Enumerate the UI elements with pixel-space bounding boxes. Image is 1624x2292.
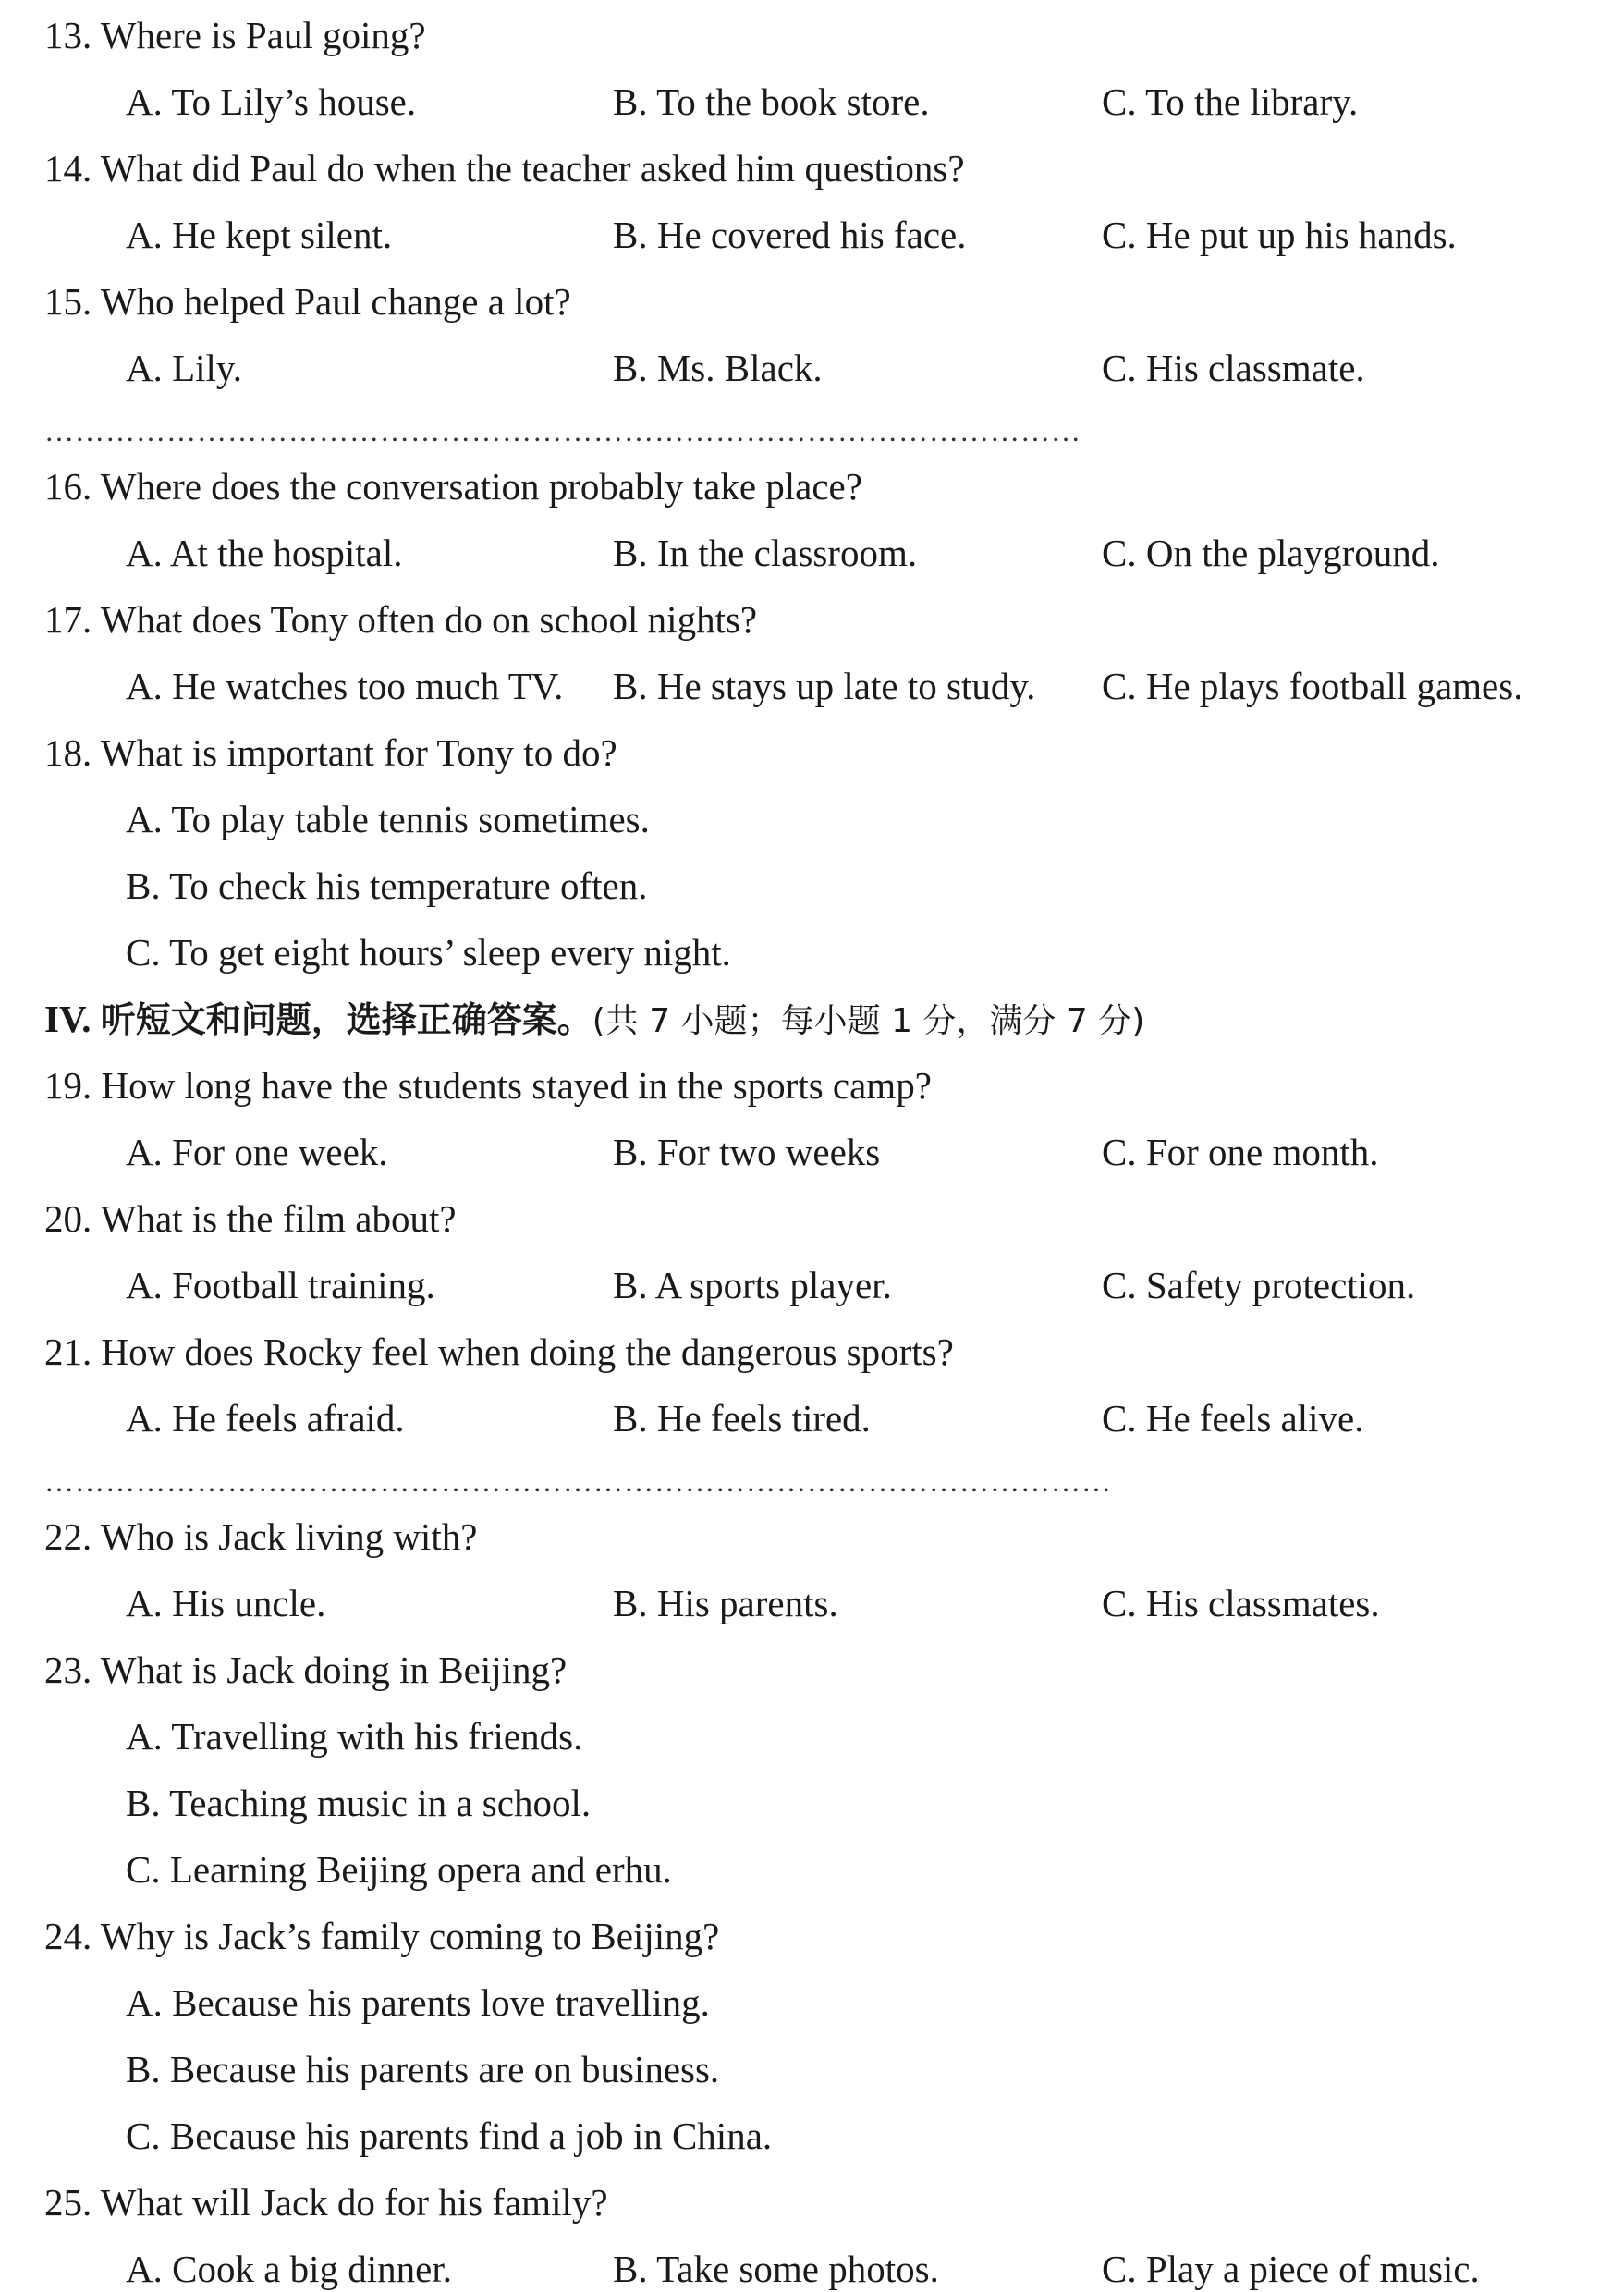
- q25-option-b: B. Take some photos.: [613, 2248, 939, 2290]
- question-13: 13. Where is Paul going?: [44, 14, 426, 56]
- q13-option-b: B. To the book store.: [613, 80, 930, 123]
- question-23: 23. What is Jack doing in Beijing?: [44, 1649, 568, 1691]
- question-16: 16. Where does the conversation probably take place?: [44, 465, 862, 508]
- q24-option-c: C. Because his parents find a job in China.: [126, 2114, 773, 2157]
- q24-option-b: B. Because his parents are on business.: [126, 2048, 720, 2090]
- q19-option-b: B. For two weeks: [613, 1131, 881, 1173]
- q16-option-c: C. On the playground.: [1102, 532, 1440, 574]
- q23-option-c: C. Learning Beijing opera and erhu.: [126, 1848, 672, 1891]
- q16-option-a: A. At the hospital.: [126, 532, 403, 574]
- q20-option-c: C. Safety protection.: [1102, 1264, 1416, 1306]
- q19-option-c: C. For one month.: [1102, 1131, 1379, 1173]
- question-20: 20. What is the film about?: [44, 1197, 457, 1240]
- q13-option-c: C. To the library.: [1102, 80, 1359, 123]
- section-number: IV.: [44, 998, 92, 1040]
- question-22: 22. Who is Jack living with?: [44, 1515, 478, 1558]
- q22-option-b: B. His parents.: [613, 1582, 838, 1624]
- q23-option-b: B. Teaching music in a school.: [126, 1782, 592, 1824]
- q15-option-a: A. Lily.: [126, 347, 243, 389]
- q16-option-b: B. In the classroom.: [613, 532, 918, 574]
- q18-option-a: A. To play table tennis sometimes.: [126, 798, 650, 840]
- question-25: 25. What will Jack do for his family?: [44, 2181, 608, 2224]
- q17-option-b: B. He stays up late to study.: [613, 665, 1036, 707]
- q23-option-a: A. Travelling with his friends.: [126, 1715, 583, 1758]
- question-24: 24. Why is Jack’s family coming to Beijing?: [44, 1915, 720, 1957]
- q18-option-b: B. To check his temperature often.: [126, 864, 648, 907]
- q14-option-a: A. He kept silent.: [126, 214, 393, 256]
- question-14: 14. What did Paul do when the teacher asked him questions?: [44, 147, 965, 190]
- question-18: 18. What is important for Tony to do?: [44, 731, 617, 774]
- question-19: 19. How long have the students stayed in the sports camp?: [44, 1064, 932, 1107]
- q20-option-a: A. Football training.: [126, 1264, 435, 1306]
- dotted-separator: …………………………………………………………………………………………: [44, 414, 1081, 447]
- q14-option-b: B. He covered his face.: [613, 214, 967, 256]
- q25-option-c: C. Play a piece of music.: [1102, 2248, 1480, 2290]
- section-title: 听短文和问题，选择正确答案。: [100, 999, 592, 1040]
- dotted-separator: ……………………………………………………………………………………………: [44, 1465, 1112, 1498]
- q22-option-c: C. His classmates.: [1102, 1582, 1380, 1624]
- q19-option-a: A. For one week.: [126, 1131, 388, 1173]
- q21-option-b: B. He feels tired.: [613, 1397, 871, 1440]
- q21-option-c: C. He feels alive.: [1102, 1397, 1364, 1440]
- q22-option-a: A. His uncle.: [126, 1582, 326, 1624]
- q13-option-a: A. To Lily’s house.: [126, 80, 417, 123]
- question-21: 21. How does Rocky feel when doing the dangerous sports?: [44, 1330, 954, 1373]
- q21-option-a: A. He feels afraid.: [126, 1397, 405, 1440]
- q24-option-a: A. Because his parents love travelling.: [126, 1981, 710, 2024]
- q18-option-c: C. To get eight hours’ sleep every night.: [126, 931, 731, 974]
- q25-option-a: A. Cook a big dinner.: [126, 2248, 453, 2290]
- q15-option-c: C. His classmate.: [1102, 347, 1365, 389]
- q14-option-c: C. He put up his hands.: [1102, 214, 1457, 256]
- question-15: 15. Who helped Paul change a lot?: [44, 280, 571, 323]
- section-note: (共 7 小题；每小题 1 分，满分 7 分): [592, 1002, 1145, 1040]
- question-17: 17. What does Tony often do on school nights?: [44, 598, 758, 641]
- section-heading: [44, 997, 1144, 1044]
- q17-option-a: A. He watches too much TV.: [126, 665, 564, 707]
- q20-option-b: B. A sports player.: [613, 1264, 892, 1306]
- q15-option-b: B. Ms. Black.: [613, 347, 823, 389]
- q17-option-c: C. He plays football games.: [1102, 665, 1523, 707]
